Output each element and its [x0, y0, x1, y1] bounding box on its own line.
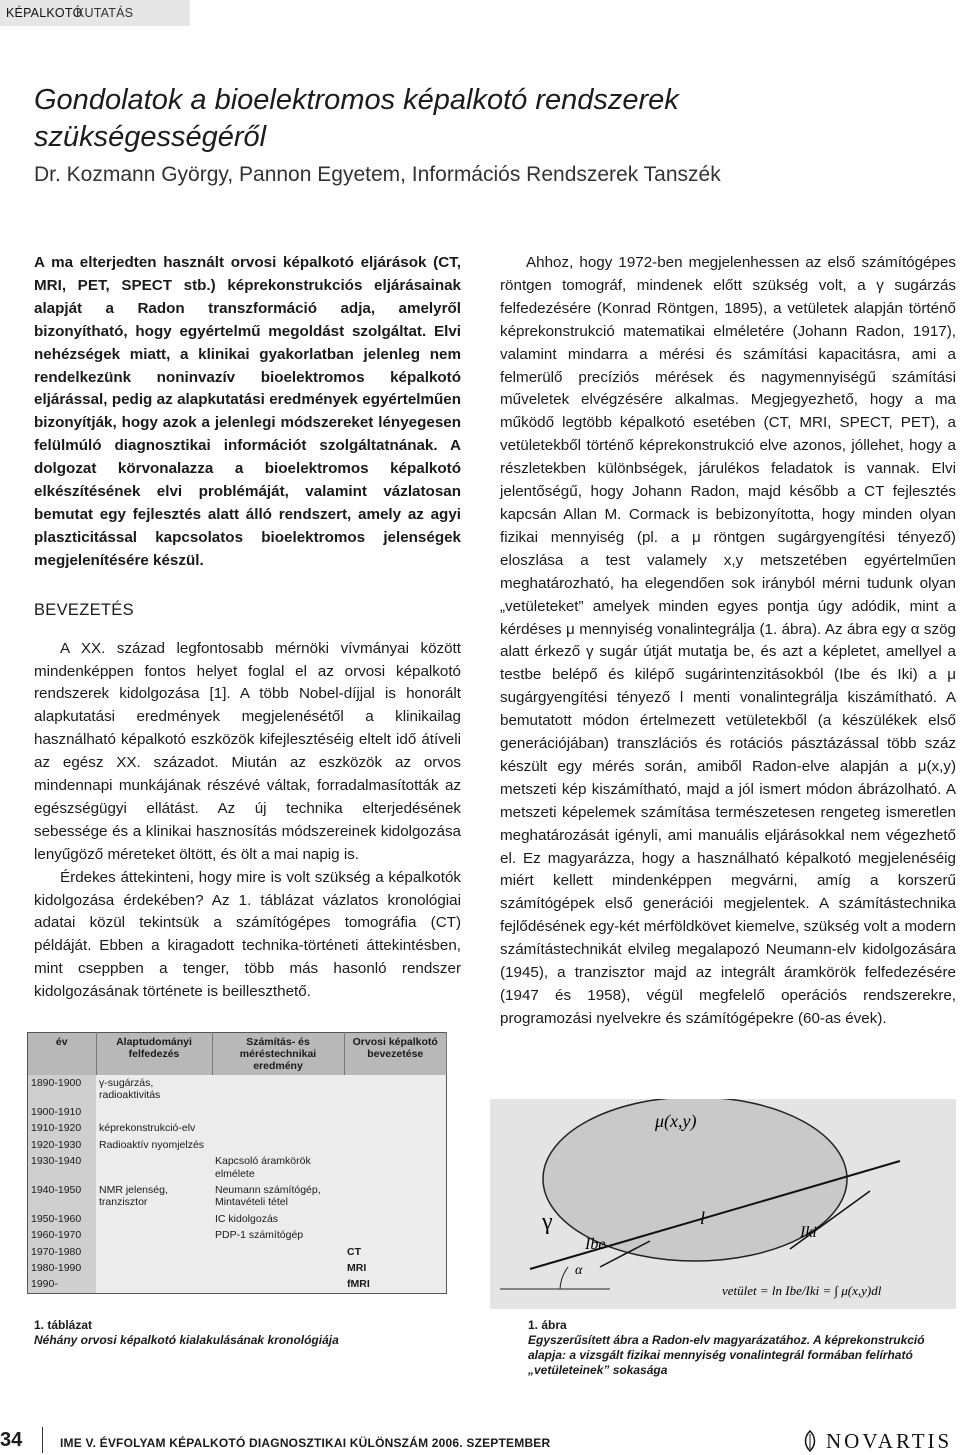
table-cell-clinical: MRI	[344, 1260, 447, 1276]
title-line-2: szükségességéről	[34, 121, 267, 153]
table-cell-clinical: CT	[344, 1244, 447, 1260]
title-line-1: Gondolatok a bioelektromos képalkotó rendszerek	[34, 84, 679, 116]
article-title	[34, 82, 934, 156]
table-cell-year: 1980-1990	[28, 1260, 97, 1276]
table-cell-year: 1930-1940	[28, 1153, 97, 1182]
table-cell-clinical	[344, 1104, 447, 1120]
table-cell-clinical	[344, 1182, 447, 1211]
table-cell-tech	[212, 1276, 344, 1293]
table-row	[28, 1075, 447, 1104]
table-cell-clinical	[344, 1227, 447, 1243]
label-alpha: α	[575, 1263, 583, 1278]
category-primary: KÉPALKOTÓ	[6, 6, 83, 20]
table-cell-science: NMR jelenség, tranzisztor	[96, 1182, 212, 1211]
table-row	[28, 1137, 447, 1153]
table-cell-tech	[212, 1104, 344, 1120]
figure-caption-title: Egyszerűsített ábra a Radon-elv magyarázatához. A képrekonstrukció alapja: a vizsgált fizikai mennyiség vonalintegrál formában felírható „vetületeinek” sokasága	[528, 1333, 925, 1377]
table-cell-science	[96, 1153, 212, 1182]
table-cell-tech: Neumann számítógép, Mintavételi tétel	[212, 1182, 344, 1211]
category-secondary: KUTATÁS	[76, 6, 134, 20]
paragraph: A XX. század legfontosabb mérnöki vívmányai között mindenképpen fontos helyet foglal el az orvosi képalkotó rendszerek kidolgozása [1]. A több Nobel-díjjal is honorált alapkutatási eredmények megjelenésétől a klinikailag használható képalkotó eszközök kifejlesztéséig eltelt idő átíveli az egész XX. századot. Miután az eszközök az orvos mindennapi munkájának részévé váltak, forradalmasították az egészségügyi ellátást. Az új technika elterjedésének sebessége és a klinikai hasznosítás módszereinek kidolgozása lenyűgöző méreteket öltött, és ölt a mai napig is.	[34, 639, 461, 863]
left-column	[34, 252, 461, 1004]
label-iki: Iki	[800, 1224, 817, 1241]
right-column	[500, 252, 956, 1031]
table-row	[28, 1120, 447, 1136]
table-cell-tech	[212, 1120, 344, 1136]
radon-figure	[490, 1099, 956, 1309]
article-author: Dr. Kozmann György, Pannon Egyetem, Információs Rendszerek Tanszék	[34, 163, 721, 186]
table-row	[28, 1260, 447, 1276]
table-cell-science: Radioaktív nyomjelzés	[96, 1137, 212, 1153]
table-cell-science	[96, 1276, 212, 1293]
table-cell-science	[96, 1211, 212, 1227]
table-cell-tech: PDP-1 számítógép	[212, 1227, 344, 1243]
table-cell-year: 1970-1980	[28, 1244, 97, 1260]
label-l: l	[700, 1208, 706, 1228]
abstract: A ma elterjedten használt orvosi képalkotó eljárások (CT, MRI, PET, SPECT stb.) képrekonstrukciós eljárásainak alapját a Radon transzformáció adja, amelyről bizonyítható, hogy egyértelmű megoldást szolgáltat. Elvi nehézségek miatt, a klinikai gyakorlatban jelenleg nem rendelkezünk noninvazív bioelektromos képalkotó eljárással, pedig az alapkutatási eredmények egyértelműen bizonyítják, hogy azok a jelenlegi módszereket lényegesen felülmúló diagnosztikai információt szolgáltatnának. A dolgozat körvonalazza a bioelektromos képalkotó elkészítésének elvi problémáját, valamint vázlatosan bemutat egy fejlesztés alatt álló rendszert, amely az agyi plaszticitással kapcsolatos bioelektromos jelenségek megjelenítésére készül.	[34, 254, 461, 569]
table-cell-clinical	[344, 1075, 447, 1104]
table-row	[28, 1227, 447, 1243]
table-cell-science	[96, 1260, 212, 1276]
brand-name: NOVARTIS	[826, 1429, 953, 1453]
label-ibe: Ibe	[585, 1236, 606, 1253]
footer-divider	[42, 1427, 43, 1453]
table-caption-number: 1. táblázat	[34, 1318, 93, 1332]
table-cell-tech	[212, 1137, 344, 1153]
table-cell-tech	[212, 1244, 344, 1260]
formula: vetület = ln Ibe/Iki = ∫ μ(x,y)dl	[722, 1283, 882, 1298]
page-number: 34	[0, 1429, 23, 1451]
table-header-row	[28, 1033, 447, 1076]
novartis-logo-icon	[798, 1429, 822, 1453]
table-caption-title: Néhány orvosi képalkotó kialakulásának kronológiája	[34, 1333, 339, 1347]
table-cell-clinical	[344, 1137, 447, 1153]
table-caption	[34, 1318, 454, 1348]
table-cell-year: 1920-1930	[28, 1137, 97, 1153]
table-cell-science	[96, 1227, 212, 1243]
table-cell-clinical	[344, 1211, 447, 1227]
table-row	[28, 1153, 447, 1182]
table-cell-tech: Kapcsoló áramkörök elmélete	[212, 1153, 344, 1182]
table-cell-year: 1890-1900	[28, 1075, 97, 1104]
table-cell-year: 1960-1970	[28, 1227, 97, 1243]
table-cell-clinical: fMRI	[344, 1276, 447, 1293]
table-cell-year: 1910-1920	[28, 1120, 97, 1136]
table-row	[28, 1182, 447, 1211]
journal-line: IME V. ÉVFOLYAM KÉPALKOTÓ DIAGNOSZTIKAI KÜLÖNSZÁM 2006. SZEPTEMBER	[60, 1436, 551, 1450]
page-footer	[0, 1426, 960, 1455]
header-clinical: Orvosi képalkotó bevezetése	[344, 1033, 447, 1076]
table-cell-year: 1900-1910	[28, 1104, 97, 1120]
label-gamma: γ	[542, 1209, 553, 1235]
label-mu: μ(x,y)	[655, 1111, 697, 1131]
table-row	[28, 1104, 447, 1120]
figure-caption	[528, 1318, 948, 1378]
table-cell-science: képrekonstrukció-elv	[96, 1120, 212, 1136]
table-cell-clinical	[344, 1120, 447, 1136]
header-year: év	[28, 1033, 97, 1076]
table-cell-clinical	[344, 1153, 447, 1182]
table-cell-year: 1940-1950	[28, 1182, 97, 1211]
table-cell-science: γ-sugárzás, radioaktivitás	[96, 1075, 212, 1104]
figure-caption-number: 1. ábra	[528, 1318, 567, 1332]
header-tech: Számítás- és méréstechnikai eredmény	[212, 1033, 344, 1076]
table-cell-tech	[212, 1260, 344, 1276]
table-row	[28, 1211, 447, 1227]
table-cell-year: 1990-	[28, 1276, 97, 1293]
chronology-table	[27, 1032, 447, 1294]
header-science: Alaptudományi felfedezés	[96, 1033, 212, 1076]
table-cell-science	[96, 1104, 212, 1120]
paragraph: Ahhoz, hogy 1972-ben megjelenhessen az első számítógépes röntgen tomográf, mindenek előtt szükség volt, a γ sugárzás felfedezésére (Konrad Röntgen, 1895), a vetületek alapján történő képrekonstrukció matematikai elméletére (Johann Radon, 1917), valamint mindarra a mérési és számítási kapacitásra, ami a felmerülő precíziós mérések és nagymennyiségű számítási műveletek elvégzésére alkalmas. Megjegyezhető, hogy a ma működő legtöbb képalkotó esetében (CT, MRI, SPECT, PET), a vetületekből történő képrekonstrukció elve azonos, jóllehet, hogy a részletekben különbségek, járulékos feladatok is vannak. Elvi jelentőségű, hogy Johann Radon, majd később a CT fejlesztés kapcsán Allan M. Cormack is bebizonyította, hogy minden olyan fizikai mennyiség (pl. a μ röntgen sugárgyengítési tényező) eloszlása a test valamely x,y metszetében egyértelműen meghatározható, ha elegendően sok irányból mérni tudunk olyan „vetületeket” amelyek minden egyes pontja úgy adódik, mint a kérdéses μ mennyiség vonalintegrálja (1. ábra). Az ábra egy α szög alatt érkező γ sugár útját mutatja be, és azt a képletet, amellyel a testbe belépő és kilépő sugárintenzitásokból (Ibe és Iki) a μ sugárgyengítési tényező l menti vonalintegrálja kiszámítható. A bemutatott módon értelmezett vetületekből (a készülékek első generációjában) transzlációs és rotációs pásztázással több száz készült egy mérés során, amiből Radon-elve alapján a μ(x,y) metszeti kép kiszámítható, majd a jól ismert módon ábrázolható. A metszeti képelemek számítása természetesen rengeteg ismeretlen meghatározását igényli, ami manuális eljárásokkal nem végezhető el. Ez magyarázza, hogy a használható képalkotó megjelenéséig miért kellett mindenképpen megvárni, amíg a korszerű számítógépek első generációi megjelentek. A számítástechnika fejlődésének egy-két mérföldkövet kiemelve, szükség volt a modern számítástechnikát elvileg megalapozó Neumann-elv kidolgozására (1945), a tranzisztor majd az integrált áramkörök felfedezésére (1947 és 1958), végül megfelelő operációs rendszerekre, programozási nyelvekre és számítógépekre (60-as évek).	[500, 254, 956, 1027]
category-bar	[0, 0, 960, 26]
table-row	[28, 1276, 447, 1293]
section-heading: BEVEZETÉS	[34, 600, 134, 619]
table-row	[28, 1244, 447, 1260]
table-cell-science	[96, 1244, 212, 1260]
table-cell-year: 1950-1960	[28, 1211, 97, 1227]
table-cell-tech: IC kidolgozás	[212, 1211, 344, 1227]
table-cell-tech	[212, 1075, 344, 1104]
paragraph: Érdekes áttekinteni, hogy mire is volt szükség a képalkotók kidolgozása érdekében? Az 1. táblázat vázlatos kronológiai adatai közül tekintsük a számítógépes tomográfia (CT) példáját. Ebben a kiragadott technika-történeti áttekintésben, mint cseppben a tenger, több más hasonló rendszer kidolgozásának története is beilleszthető.	[34, 868, 461, 1001]
